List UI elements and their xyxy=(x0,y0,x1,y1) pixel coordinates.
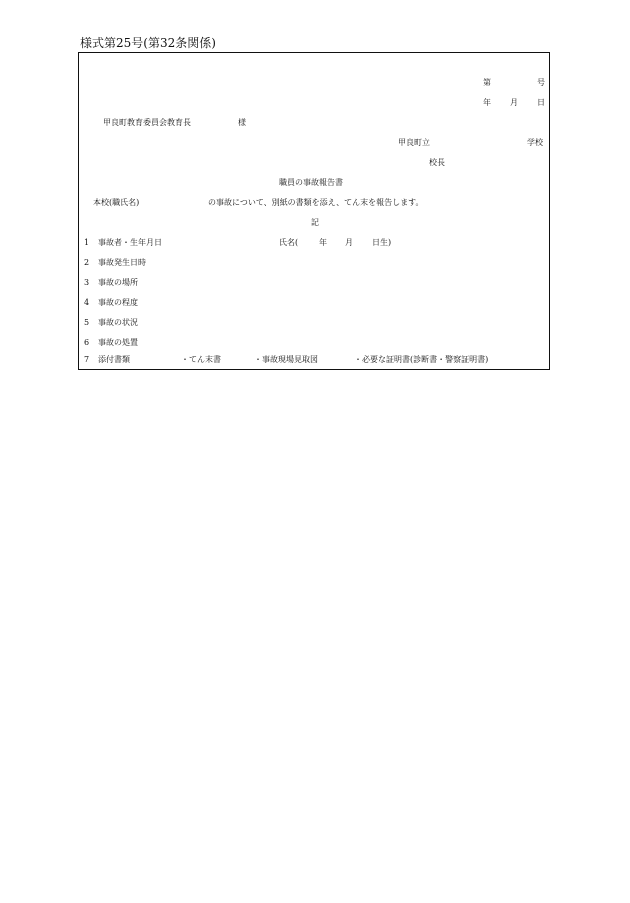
date-month-label: 月 xyxy=(510,98,518,107)
item-label: 事故の処置 xyxy=(98,338,138,347)
item-number: 7 xyxy=(84,355,90,364)
body-subject: 本校(職氏名) xyxy=(93,198,140,207)
birth-year-label: 年 xyxy=(319,238,327,247)
document-title: 職員の事故報告書 xyxy=(279,178,343,187)
item-number: 5 xyxy=(84,318,90,327)
item-number: 2 xyxy=(84,258,90,267)
birth-month-label: 月 xyxy=(345,238,353,247)
name-label: 氏名( xyxy=(279,238,299,247)
item-number: 1 xyxy=(84,238,90,247)
date-day-label: 日 xyxy=(537,98,545,107)
item-number: 4 xyxy=(84,298,90,307)
school-prefix: 甲良町立 xyxy=(398,138,430,147)
number-prefix: 第 xyxy=(483,78,491,87)
attachment-item: ・てん末書 xyxy=(181,355,221,364)
attachment-item: ・事故現場見取図 xyxy=(254,355,318,364)
item-label: 事故の程度 xyxy=(98,298,138,307)
date-year-label: 年 xyxy=(483,98,491,107)
item-label: 事故の場所 xyxy=(98,278,138,287)
item-number: 6 xyxy=(84,338,90,347)
number-suffix: 号 xyxy=(537,78,545,87)
item-label: 事故者・生年月日 xyxy=(98,238,162,247)
item-label: 事故の状況 xyxy=(98,318,138,327)
addressee-honorific: 様 xyxy=(238,118,246,127)
principal-label: 校長 xyxy=(429,158,445,167)
item-label: 事故発生日時 xyxy=(98,258,146,267)
ki-mark: 記 xyxy=(311,218,319,227)
item-number: 3 xyxy=(84,278,90,287)
form-title: 様式第25号(第32条関係) xyxy=(80,36,216,50)
addressee-name: 甲良町教育委員会教育長 xyxy=(103,118,191,127)
report-form xyxy=(78,52,550,370)
attachment-item: ・必要な証明書(診断書・警察証明書) xyxy=(354,355,489,364)
body-statement: の事故について、別紙の書類を添え、てん末を報告します。 xyxy=(208,198,424,207)
school-suffix: 学校 xyxy=(527,138,543,147)
item-label: 添付書類 xyxy=(98,355,130,364)
birth-day-label: 日生) xyxy=(372,238,392,247)
